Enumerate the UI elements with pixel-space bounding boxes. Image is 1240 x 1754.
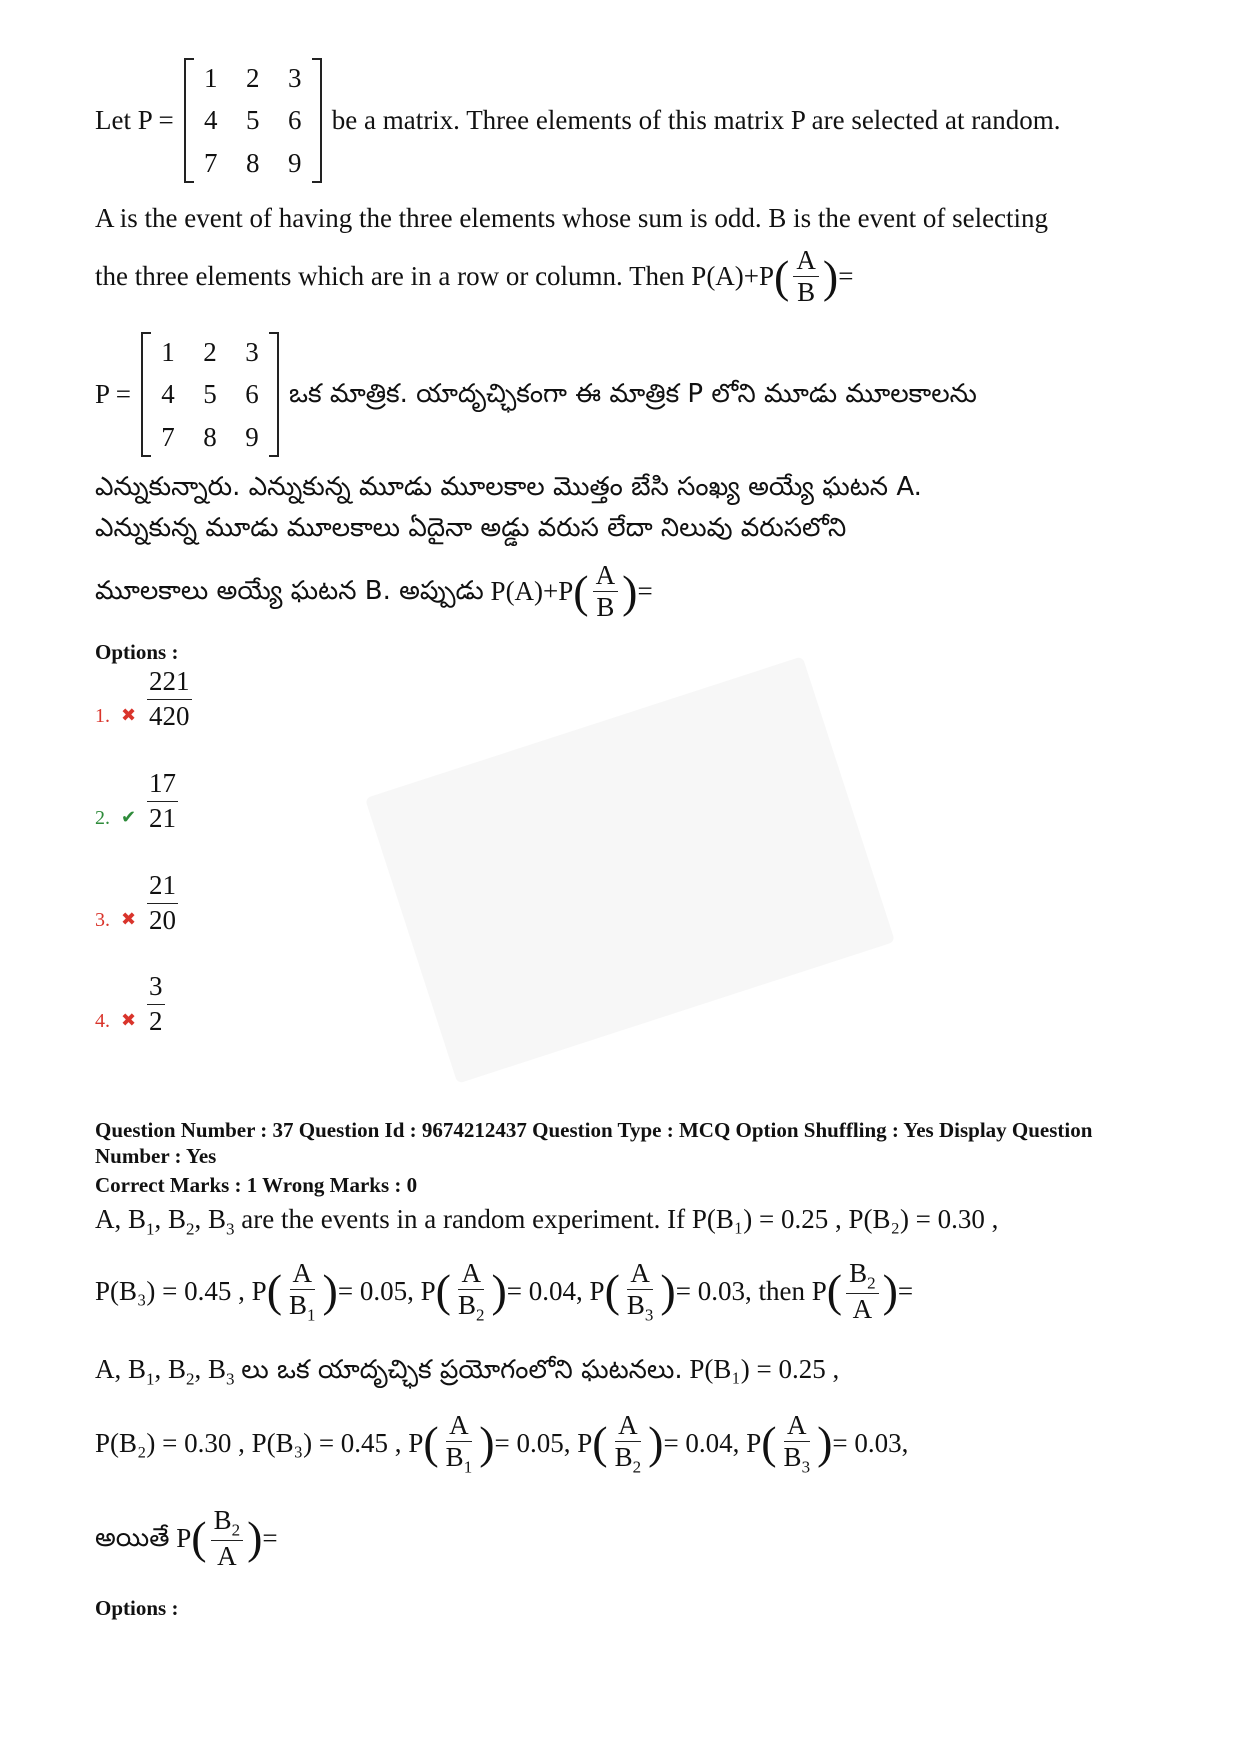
- paren-left: (: [573, 565, 589, 617]
- prob-b3: P(B₃) = 0.45 ,: [251, 1428, 402, 1459]
- expr-left: P(A)+P: [490, 576, 574, 607]
- matrix-cell: 1: [203, 63, 218, 93]
- prob-a-given-b2: = 0.04,: [506, 1276, 583, 1307]
- frac-num: A: [593, 560, 619, 592]
- matrix-cell: 4: [203, 105, 218, 136]
- matrix-cell: 2: [203, 337, 217, 367]
- q36-after-matrix: be a matrix. Three elements of this matrix P are selected at random.: [331, 105, 1061, 136]
- matrix-cell: 7: [203, 147, 218, 178]
- option-number: 4.: [95, 1009, 110, 1032]
- prob-a-given-b2: = 0.04,: [663, 1428, 740, 1459]
- fraction-a-b: [593, 560, 619, 623]
- prob-b2: P(B₂) = 0.30 ,: [848, 1204, 999, 1234]
- q36-line2: A is the event of having the three elements whose sum is odd. B is the event of selecting: [95, 203, 1049, 233]
- matrix-cell: 8: [245, 147, 260, 178]
- watermark: [365, 656, 895, 1083]
- option-numerator: 221: [147, 665, 192, 700]
- q36-te-lead: P =: [95, 379, 131, 410]
- q37-te-line2: P(B₂) = 0.30 , P(B₃) = 0.45 , P ( $\frac{A}{B_1}$ ) = 0.05, P ( $\frac{A}{B_2}$ ) = 0.04, P ( $\frac{A}{B_3}$ ) = 0.03,: [95, 1410, 909, 1477]
- option-numerator: 17: [147, 767, 178, 802]
- paren-left: (: [774, 250, 790, 302]
- prob-b1: P(B₁) = 0.25 ,: [691, 1204, 842, 1234]
- q37-marks: Correct Marks : 1 Wrong Marks : 0: [95, 1173, 418, 1197]
- option-3[interactable]: [95, 869, 178, 938]
- option-denominator: 21: [149, 802, 176, 833]
- prob-b3: P(B₃) = 0.45 ,: [95, 1276, 245, 1307]
- option-fraction: [147, 665, 192, 734]
- q36-te-line3: ఎన్నుకున్న మూడు మూలకాలు ఏదైనా అడ్డు వరుస లేదా నిలువు వరుసలోని: [95, 513, 847, 543]
- wrong-icon: ✖: [121, 704, 137, 725]
- matrix-cell: 6: [245, 379, 259, 410]
- q37-line2: P(B₃) = 0.45 , P ( $\frac{A}{B_1}$ ) = 0.05, P ( $\frac{A}{B_2}$ ) = 0.04, P ( $\frac{A}{B_3}$ ) = 0.03, then P ( $\frac{B_2}{A}$ ) =: [95, 1258, 914, 1325]
- prob-a-given-b3: = 0.03,: [832, 1428, 909, 1459]
- equals-sign: =: [637, 576, 653, 607]
- q36-line3-text: the three elements which are in a row or column. Then: [95, 261, 685, 292]
- option-2[interactable]: [95, 767, 178, 836]
- paren-right: ): [822, 250, 839, 302]
- q37-te-ayithe: అయితే: [95, 1522, 170, 1553]
- matrix-cell: 3: [287, 63, 302, 93]
- prob-b2: P(B₂) = 0.30 ,: [95, 1428, 245, 1459]
- frac-num: A: [793, 245, 819, 277]
- q37-te-line3: అయితే P ( $\frac{B_2}{A}$ ) =: [95, 1505, 278, 1571]
- option-number: 2.: [95, 806, 110, 829]
- expr-left: P(A)+P: [691, 261, 775, 292]
- q37-meta-line1: Question Number : 37 Question Id : 9674212437 Question Type : MCQ Option Shuffling : Yes Display Question: [95, 1118, 1093, 1142]
- option-4[interactable]: [95, 970, 165, 1039]
- q36-options-label: Options :: [95, 640, 179, 664]
- q36-english-line1: [95, 58, 1060, 183]
- q36-te-line4-text: మూలకాలు అయ్యే ఘటన B. అప్పుడు: [95, 575, 484, 606]
- paren-right: ): [622, 565, 638, 617]
- matrix-cell: 1: [161, 337, 175, 367]
- matrix-cell: 2: [245, 63, 260, 93]
- matrix-cell: 7: [161, 421, 175, 452]
- q37-te-line1-rest: లు ఒక యాదృచ్ఛిక ప్రయోగంలోని ఘటనలు.: [241, 1355, 683, 1385]
- matrix-cell: 3: [245, 337, 259, 367]
- option-fraction: [147, 767, 178, 836]
- option-number: 3.: [95, 908, 110, 931]
- matrix-cell: 5: [203, 379, 217, 410]
- matrix-cell: 6: [287, 105, 302, 136]
- option-denominator: 420: [149, 700, 190, 731]
- q36-te-line2: ఎన్నుకున్నారు. ఎన్నుకున్న మూడు మూలకాల మొత్తం బేసి సంఖ్య అయ్యే ఘటన A.: [95, 472, 922, 502]
- matrix-p-telugu: [141, 332, 279, 457]
- option-numerator: 3: [147, 970, 165, 1005]
- matrix-cell: 9: [287, 147, 302, 178]
- q37-meta-line2: Number : Yes: [95, 1144, 217, 1168]
- q36-te-line4: [95, 560, 653, 623]
- option-denominator: 2: [149, 1005, 163, 1036]
- q36-line3: [95, 245, 853, 308]
- q36-lead: Let P =: [95, 105, 174, 136]
- matrix-cell: 9: [245, 421, 259, 452]
- matrix-cell: 4: [161, 379, 175, 410]
- q37-line1-rest: are the events in a random experiment. If: [241, 1204, 686, 1234]
- option-fraction: [147, 869, 178, 938]
- q37-events: A, B: [95, 1354, 147, 1384]
- q36-telugu-line1: [95, 332, 977, 457]
- prob-a-given-b1: = 0.05,: [337, 1276, 414, 1307]
- option-fraction: [147, 970, 165, 1039]
- q37-options-label: Options :: [95, 1596, 179, 1620]
- q37-line1: A, $B_1$, $B_2$, $B_3$ are the events in a random experiment. If P(B₁) = 0.25 , P(B₂) = 0.30 ,: [95, 1204, 999, 1239]
- correct-icon: ✔: [121, 806, 137, 827]
- option-1[interactable]: [95, 665, 192, 734]
- matrix-p: [184, 58, 322, 183]
- frac-den: B: [596, 592, 615, 623]
- option-number: 1.: [95, 704, 110, 727]
- matrix-cell: 5: [245, 105, 260, 136]
- wrong-icon: ✖: [121, 908, 137, 929]
- frac-den: B: [797, 277, 816, 308]
- then-word: then: [758, 1276, 805, 1307]
- option-denominator: 20: [149, 904, 176, 935]
- matrix-cell: 8: [203, 421, 217, 452]
- q36-te-after-matrix: ఒక మాత్రిక. యాదృచ్ఛికంగా ఈ మాత్రిక P లోని మూడు మూలకాలను: [289, 378, 977, 409]
- prob-a-given-b3: = 0.03,: [675, 1276, 752, 1307]
- prob-a-given-b1: = 0.05,: [494, 1428, 571, 1459]
- fraction-a-b: [793, 245, 819, 308]
- q37-te-line1: A, $B_1$, $B_2$, $B_3$ లు ఒక యాదృచ్ఛిక ప్రయోగంలోని ఘటనలు. P(B₁) = 0.25 ,: [95, 1354, 840, 1389]
- equals-sign: =: [838, 261, 854, 292]
- wrong-icon: ✖: [121, 1009, 137, 1030]
- q37-events: A, B: [95, 1204, 147, 1234]
- option-numerator: 21: [147, 869, 178, 904]
- prob-b1: P(B₁) = 0.25 ,: [689, 1354, 840, 1384]
